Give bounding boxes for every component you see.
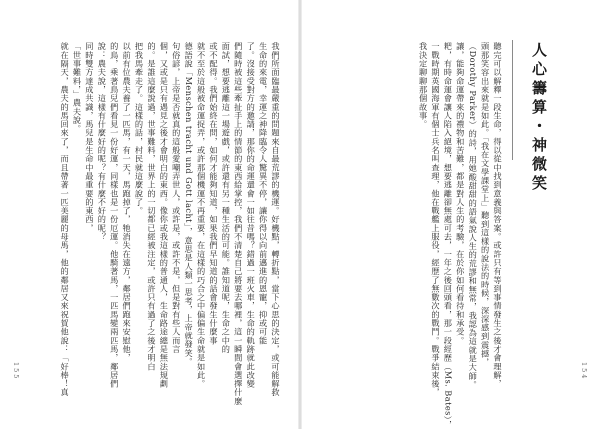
text-line: 一戰時期英國海軍有個士兵名叫查理，他在戰艦上服役，經歷了無數次的戰鬥。戰爭結束後， bbox=[430, 42, 441, 397]
right-page bbox=[300, 0, 600, 429]
text-line: 以前有位農夫養了一匹馬，有一天，馬跑掉了，牠消失在遠方，鄰居們跑來安慰他， bbox=[122, 42, 133, 363]
text-line: 說：農夫說，這樣有什麼好的呢？有什麼不好的呢？ bbox=[97, 42, 108, 241]
left-page-body bbox=[22, 42, 282, 406]
text-line: （Dorothy Parker）的詩，用她酸甜甜的語氣說人生的荒謬和無常，我認為這就是大師。 bbox=[468, 42, 479, 389]
text-line: 就不至於這般被命運捉弄，或許那個機運不再重要，在這樣的巧合之中偏偏生命就是如此。 bbox=[196, 42, 207, 388]
text-line: 生命的來電，幸運之神降臨令人驚異不停，讓你得以向前邁進的恩寵，抑或可能 bbox=[258, 42, 269, 345]
text-line: 同時雙方達成共識，馬兒是生命中最重要的東西， bbox=[84, 42, 95, 233]
text-line: 聽完可以解釋一段生命，得以從中找到意義與答案。或許只有等到事情發生之後才會理解， bbox=[493, 42, 503, 388]
left-page-number: 155 bbox=[12, 362, 20, 381]
text-line: 把我馬牽走了。這樣的話，村民就這麼說了。 bbox=[134, 42, 145, 215]
text-line: 德語說「Menschen tracht und Gott lacht」，意思是人類一思考，上帝就發笑。 bbox=[184, 42, 195, 366]
title-divider bbox=[512, 40, 513, 160]
text-line: 的鳥，乘著鳥兒們看見一份好運，同樣也是一份厄運。他騎著馬，一匹馬變兩匹馬，鄰居們 bbox=[109, 42, 120, 388]
text-line: 的。是誰這麼說過，世事難料，世界上的一切都已經被注定，或許只有過了之後才明白 bbox=[146, 42, 157, 371]
text-line: 或不配得。我們始終在問，如何才能夠知道，如果我們早知道的話會發生什麼事 bbox=[208, 42, 219, 345]
text-line: 我決定聊聊那個故事。 bbox=[418, 42, 429, 129]
right-page-number: 154 bbox=[580, 362, 588, 381]
text-line: 我們所面臨最嚴重的問題來自最荒謬的機運。好機點，轉折點，當下心思的決定，或可能解救 bbox=[271, 42, 281, 397]
text-line: 面試，想要逃離這一場遊戲，或許還有另一種生活的可能。誰知道呢，生命之中的 bbox=[221, 42, 232, 354]
text-line: 就在隔天，農夫的馬回來了，而且帶著一匹美麗的母馬，他的鄰居又來祝賀他說：「好棒！真 bbox=[60, 42, 71, 397]
text-line: 頭那笑容出來就是如此。「我在文學課堂上」聽到這樣的說法的時候，深深感到震撼， bbox=[480, 42, 491, 367]
text-line: 們隨時被這些牽扯手上的情節的東西給掌控，我們不清楚自己將要去哪裡，這一瞬間會選擇什麼 bbox=[233, 42, 244, 406]
text-line: 了。沒接受對方的邀請，那你的命運還會一如往昔嗎？錯過一班火車，生命的軌跡就此改變 bbox=[246, 42, 257, 388]
text-line: 「世事難料，」農夫說。 bbox=[72, 42, 83, 134]
text-line: 耙，有時命運會讓人陷入絕境，想要逃離卻無處可去，一年之後回頭看，那一段經歷（Ms. Bates）， bbox=[443, 42, 454, 429]
text-line: 句俗諺，上帝是否就真的這般愛嘲弄世人，或許是，或許不是，但是對有些人而言 bbox=[171, 42, 182, 354]
text-line: 讓，能夠命運帶來的禮物和苦難，都是對人生的考驗，在於你如何看待和承受。 bbox=[455, 42, 466, 345]
text-line: 個，又或是只有遇見之後才會明白的東西。像你或我這樣的普通人，生命路途總是無法規劃 bbox=[159, 42, 170, 388]
chapter-title: 人心籌算・神微笑 bbox=[530, 42, 548, 194]
right-page-body bbox=[354, 42, 504, 429]
